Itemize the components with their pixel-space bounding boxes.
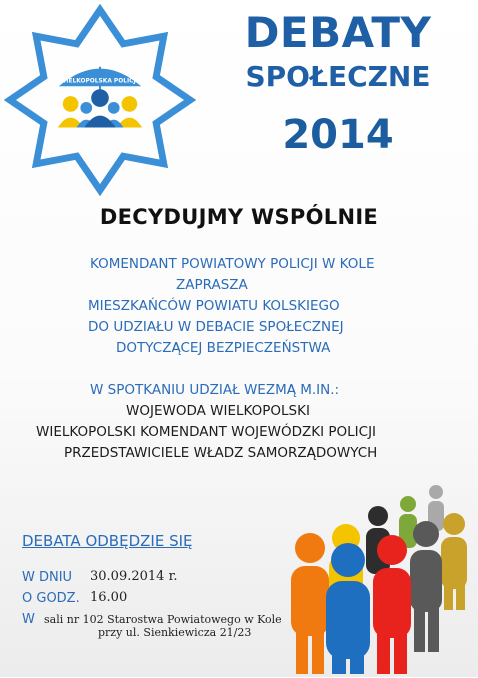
participant-2: WIELKOPOLSKI KOMENDANT WOJEWÓDZKI POLICJI [36, 424, 377, 440]
date-label: W DNIU [22, 570, 73, 585]
time-label: O GODZ. [22, 591, 80, 606]
invitation-line-5: DOTYCZĄCEJ BEZPIECZEŃSTWA [116, 340, 331, 356]
title-line-2: SPOŁECZNE [245, 60, 431, 93]
title-line-1: DEBATY [244, 8, 432, 57]
participants-heading: W SPOTKANIU UDZIAŁ WEZMĄ M.IN.: [90, 382, 340, 398]
people-group-icon [286, 482, 472, 674]
time-value: 16.00 [90, 590, 128, 605]
participant-1: WOJEWODA WIELKOPOLSKI [126, 403, 310, 419]
place-line-1: sali nr 102 Starostwa Powiatowego w Kole [44, 613, 282, 626]
invitation-line-3: MIESZKAŃCÓW POWIATU KOLSKIEGO [88, 298, 340, 314]
invitation-line-1: KOMENDANT POWIATOWY POLICJI W KOLE [90, 256, 375, 272]
date-value: 30.09.2014 r. [90, 569, 178, 584]
logo-text: WIELKOPOLSKA POLICJA [59, 78, 141, 85]
police-star-icon [2, 2, 198, 198]
participant-3: PRZEDSTAWICIELE WŁADZ SAMORZĄDOWYCH [64, 445, 378, 461]
year: 2014 [282, 112, 394, 158]
place-line-2: przy ul. Sienkiewicza 21/23 [98, 626, 252, 639]
debate-details-title: DEBATA ODBĘDZIE SIĘ [22, 532, 193, 550]
police-logo [2, 2, 198, 198]
people-illustration [286, 482, 472, 674]
place-label: W [22, 612, 35, 627]
headline: DECYDUJMY WSPÓLNIE [99, 205, 379, 229]
invitation-line-2: ZAPRASZA [176, 277, 248, 293]
invitation-line-4: DO UDZIAŁU W DEBACIE SPOŁECZNEJ [88, 319, 344, 335]
